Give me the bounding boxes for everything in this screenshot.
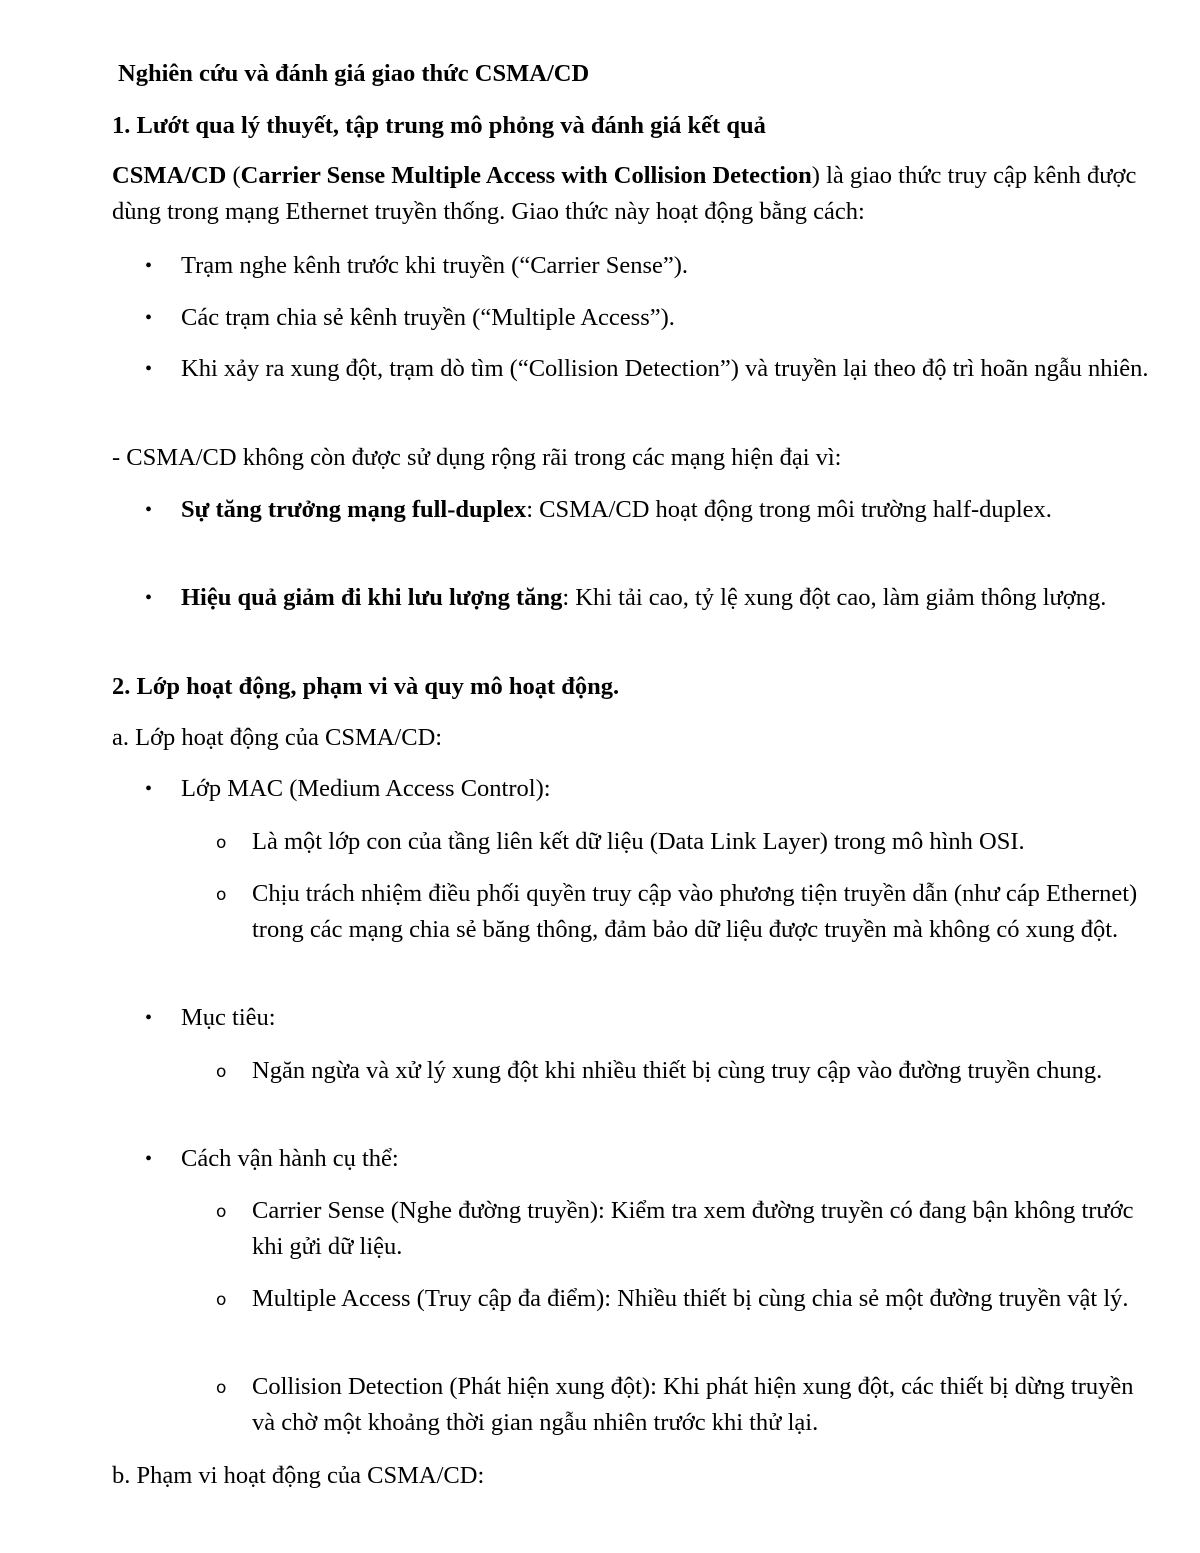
section-2-heading: 2. Lớp hoạt động, phạm vi và quy mô hoạt động. [112,673,620,700]
list-item [145,1000,1151,1036]
sub-list-item [216,876,1152,948]
subsection-a-heading: a. Lớp hoạt động của CSMA/CD: [112,724,443,751]
bullet-icon: • [145,587,153,609]
list-item-text: Khi xảy ra xung đột, trạm dò tìm (“Collision Detection”) và truyền lại theo độ trì hoãn ngẫu nhiên. [181,355,1149,382]
reason-text: : CSMA/CD hoạt động trong môi trường half-duplex. [526,496,1052,523]
sub-list-item-text: Carrier Sense (Nghe đường truyền): Kiểm tra xem đường truyền có đang bận không trước khi gửi dữ liệu. [252,1197,1134,1260]
sub-list-item [216,1281,1152,1317]
bullet-icon: • [145,499,153,521]
list-item-text: Cách vận hành cụ thể: [181,1145,399,1172]
list-item [145,248,1151,284]
intro-expansion: Carrier Sense Multiple Access with Collision Detection [240,162,812,189]
bullet-icon: • [145,307,153,329]
sub-list-item [216,1053,1152,1089]
list-item-text: Trạm nghe kênh trước khi truyền (“Carrier Sense”). [181,252,689,279]
reason-text: : Khi tải cao, tỷ lệ xung đột cao, làm giảm thông lượng. [562,584,1107,611]
section-1-heading: 1. Lướt qua lý thuyết, tập trung mô phỏng và đánh giá kết quả [112,112,766,139]
list-item [145,771,1151,807]
list-item [145,300,1151,336]
sub-list-item-text: Là một lớp con của tầng liên kết dữ liệu (Data Link Layer) trong mô hình OSI. [252,828,1025,855]
circle-bullet-icon: o [216,1062,227,1082]
bullet-icon: • [145,778,153,800]
sub-list-item [216,1369,1152,1441]
sub-list-item [216,824,1152,860]
circle-bullet-icon: o [216,885,227,905]
bullet-icon: • [145,358,153,380]
sub-list-item-text: Collision Detection (Phát hiện xung đột): Khi phát hiện xung đột, các thiết bị dừng truyền và chờ một khoảng thời gian ngẫu nhiên trước khi thử lại. [252,1373,1134,1436]
circle-bullet-icon: o [216,1290,227,1310]
circle-bullet-icon: o [216,1378,227,1398]
bullet-icon: • [145,1148,153,1170]
bullet-icon: • [145,255,153,277]
sub-list-item-text: Multiple Access (Truy cập đa điểm): Nhiều thiết bị cùng chia sẻ một đường truyền vật lý. [252,1285,1129,1312]
reasons-intro: - CSMA/CD không còn được sử dụng rộng rãi trong các mạng hiện đại vì: [112,444,842,471]
intro-description: ) là giao thức truy cập kênh được dùng trong mạng Ethernet truyền thống. Giao thức này hoạt động bằng cách: [112,162,1137,225]
intro-paragraph [112,158,1152,230]
list-item-text: Lớp MAC (Medium Access Control): [181,775,551,802]
list-item-text: Các trạm chia sẻ kênh truyền (“Multiple Access”). [181,304,675,331]
intro-paren-open: ( [226,162,241,189]
bullet-icon: • [145,1007,153,1029]
list-item [145,351,1151,387]
circle-bullet-icon: o [216,1202,227,1222]
sub-list-item-text: Chịu trách nhiệm điều phối quyền truy cập vào phương tiện truyền dẫn (như cáp Ethernet) trong các mạng chia sẻ băng thông, đảm bảo dữ liệu được truyền mà không có xung đột. [252,880,1138,943]
intro-term: CSMA/CD [112,162,227,189]
list-item-text: Mục tiêu: [181,1004,276,1031]
sub-list-item-text: Ngăn ngừa và xử lý xung đột khi nhiều thiết bị cùng truy cập vào đường truyền chung. [252,1057,1103,1084]
list-item [145,580,1151,616]
list-item [145,492,1151,528]
subsection-b-heading: b. Phạm vi hoạt động của CSMA/CD: [112,1462,485,1489]
list-item [145,1141,1151,1177]
document-title: Nghiên cứu và đánh giá giao thức CSMA/CD [118,60,590,87]
circle-bullet-icon: o [216,833,227,853]
sub-list-item [216,1193,1152,1265]
reason-title: Hiệu quả giảm đi khi lưu lượng tăng [181,584,563,611]
reason-title: Sự tăng trưởng mạng full-duplex [181,496,527,523]
